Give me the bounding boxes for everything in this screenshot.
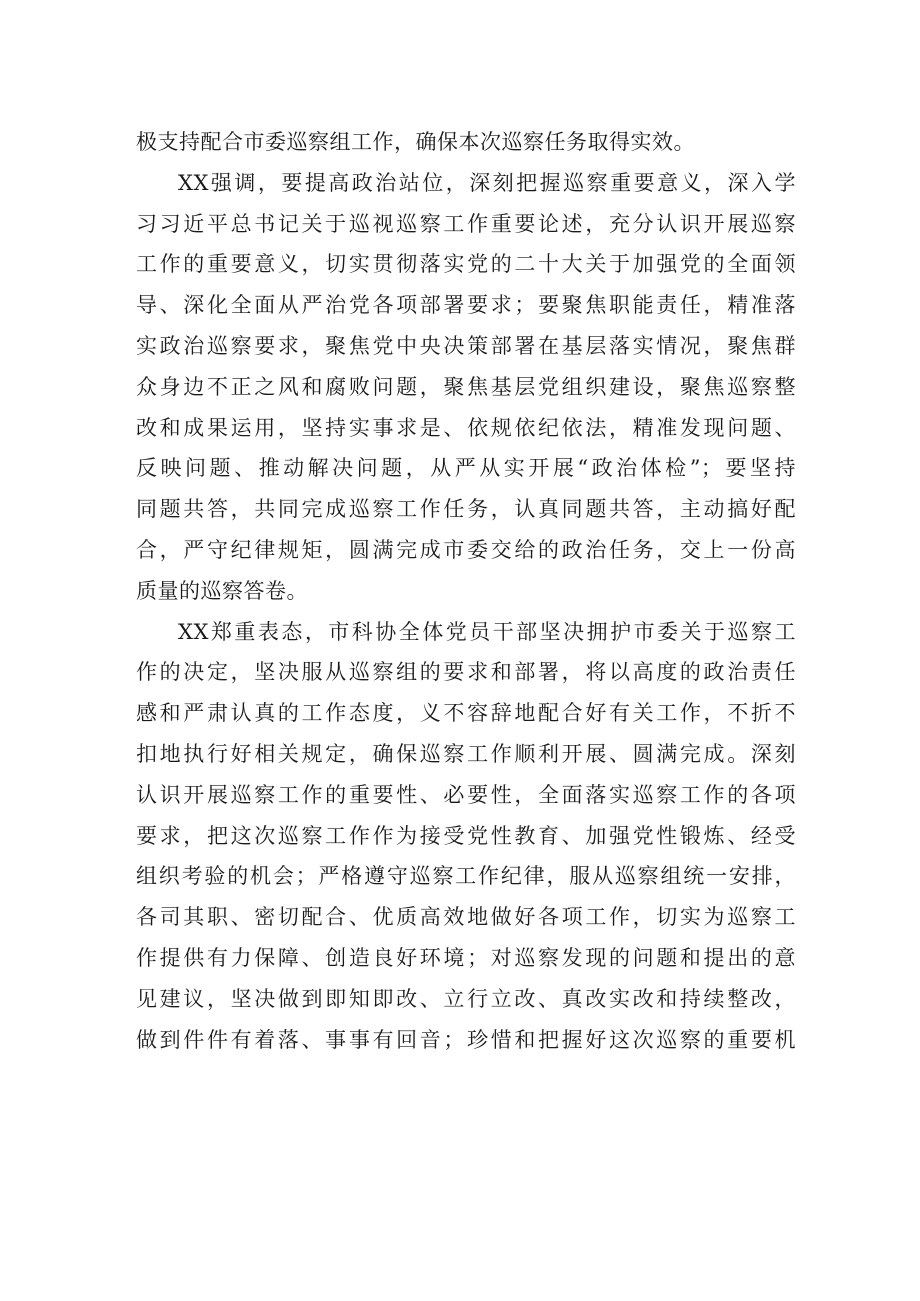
text-line: 实政治巡察要求，聚焦党中央决策部署在基层落实情况，聚焦群	[136, 333, 796, 358]
text-line: 极支持配合市委巡察组工作，确保本次巡察任务取得实效。	[136, 130, 695, 154]
text-line: 组织考验的机会；严格遵守巡察工作纪律，服从巡察组统一安排，	[136, 864, 796, 889]
text-line: 认识开展巡察工作的重要性、必要性，全面落实巡察工作的各项	[136, 782, 796, 807]
text-line: 作的决定，坚决服从巡察组的要求和部署，将以高度的政治责任	[136, 660, 796, 685]
text-line: 同题共答，共同完成巡察工作任务，认真同题共答，主动搞好配	[136, 497, 796, 522]
text-line: 扣地执行好相关规定，确保巡察工作顺利开展、圆满完成。深刻	[136, 741, 796, 766]
text-line: 众身边不正之风和腐败问题，聚焦基层党组织建设，聚焦巡察整	[136, 374, 796, 399]
text-line: XX强调，要提高政治站位，深刻把握巡察重要意义，深入学	[178, 170, 796, 195]
text-line: 改和成果运用，坚持实事求是、依规依纪依法，精准发现问题、	[136, 415, 796, 440]
text-line: 习习近平总书记关于巡视巡察工作重要论述，充分认识开展巡察	[136, 211, 796, 236]
text-line: 作提供有力保障、创造良好环境；对巡察发现的问题和提出的意	[136, 945, 796, 970]
text-line: XX郑重表态，市科协全体党员干部坚决拥护市委关于巡察工	[178, 619, 796, 644]
text-line: 感和严肃认真的工作态度，义不容辞地配合好有关工作，不折不	[136, 701, 796, 726]
text-line: 做到件件有着落、事事有回音；珍惜和把握好这次巡察的重要机	[136, 1027, 796, 1052]
text-line: 工作的重要意义，切实贯彻落实党的二十大关于加强党的全面领	[136, 252, 796, 277]
text-line: 质量的巡察答卷。	[136, 578, 308, 603]
text-line: 要求，把这次巡察工作作为接受党性教育、加强党性锻炼、经受	[136, 823, 796, 848]
text-line: 反映问题、推动解决问题，从严从实开展“政治体检”；要坚持	[136, 456, 796, 481]
text-line: 合，严守纪律规矩，圆满完成市委交给的政治任务，交上一份高	[136, 537, 796, 562]
text-line: 见建议，坚决做到即知即改、立行立改、真改实改和持续整改，	[136, 986, 796, 1011]
document-body	[136, 122, 796, 1060]
text-line: 导、深化全面从严治党各项部署要求；要聚焦职能责任，精准落	[136, 293, 796, 318]
text-line: 各司其职、密切配合、优质高效地做好各项工作，切实为巡察工	[136, 905, 796, 930]
